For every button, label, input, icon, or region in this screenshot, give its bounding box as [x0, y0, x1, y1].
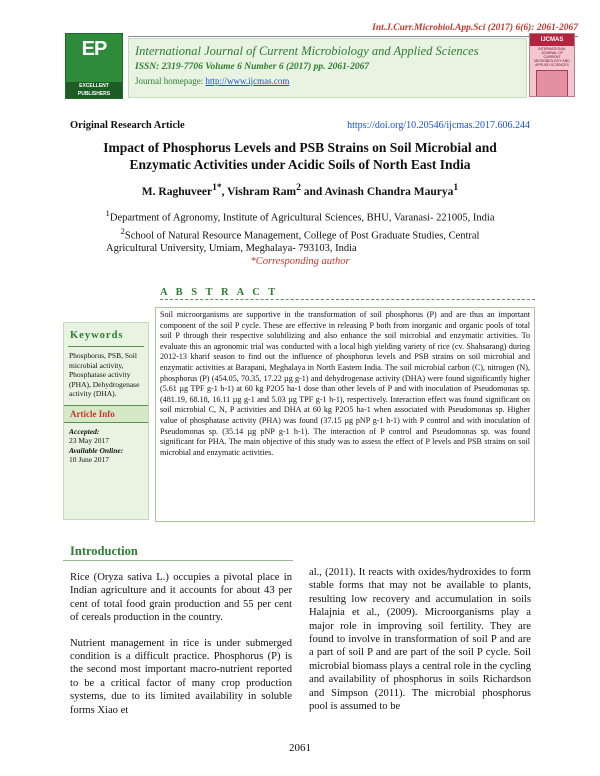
title-line-1: Impact of Phosphorus Levels and PSB Strains on Soil Microbial and — [103, 140, 497, 155]
journal-citation: Int.J.Curr.Microbiol.App.Sci (2017) 6(6): 2061-2067 — [372, 23, 578, 33]
affiliation-1-marker: 1 — [105, 208, 110, 218]
affiliation-1: $^1$Department of Agronomy, Institute of Agricultural Sciences, BHU, Varanasi- 221005, India — [105, 208, 495, 224]
abstract-rule — [160, 299, 535, 300]
cover-title: IJCMAS — [530, 34, 574, 46]
body-column-left — [70, 571, 292, 717]
affiliation-2-continued: Agricultural University, Umiam, Meghalaya- 793103, India — [106, 243, 357, 254]
article-info-heading: Article Info — [64, 405, 148, 423]
title-line-2: Enzymatic Activities under Acidic Soils of North East India — [129, 157, 471, 172]
logo-letters: EP — [81, 38, 107, 60]
journal-name: International Journal of Current Microbiology and Applied Sciences — [135, 44, 479, 58]
cover-figure — [536, 70, 568, 97]
keywords-sidebar — [63, 322, 149, 520]
abstract-text: Soil microorganisms are supportive in the transformation of soil phosphorus (P) and are thus an important component of the soil P cycle. These are effective in releasing P both from inorganic and organic pools of total soil P through their respective solubilizing and also enhance the soil microbial and enzymatic activities. To evaluate this an agronomic trial was conducted with a local high yielding variety of rice (cv. Shahsarang) during 2012-13 kharif season to find out the influence of phosphorus levels and PSB strains on soil microbial and enzymatic activities at Barapani, Meghalaya in North Eastern India. The soil microbial carbon (C), nitrogen (N), phosphorus (P) (454.05, 70.35, 17.22 µg g-1) and dehydrogenase activity (DHA) were found significantly higher (5.61 µg TPF g-1 h-1) at 60 kg P2O5 ha-1 dose than other levels of P and with inoculation of Pseudomonas sp. (481.19, 68.18, 16.11 µg g-1 and 5.03 µg TPF g-1 h-1), respectively. Interaction effect was found significant on soil microbial C, N, P activities and DHA at 60 kg P2O5 ha-1 when associated with Pseudomonas sp. Higher value of phosphatase activity (PHA) was found (37.15 µg pNP g-1 h-1) with P control and with inoculation of Pseudomonas sp. (35.14 µg pNP g-1 h-1). The interaction of P control and Pseudomonas sp. was found significant for PHA. The main objective of this study was to assess the effect of P levels and PSB strains on soil microbial and enzymatic activities. — [160, 310, 530, 457]
abstract-heading: A B S T R A C T — [160, 287, 279, 298]
page-number: 2061 — [289, 742, 311, 754]
available-online-label: Available Online: — [69, 445, 124, 455]
keywords-heading: Keywords — [70, 330, 124, 341]
issn-volume-line: ISSN: 2319-7706 Volume 6 Number 6 (2017) pp. 2061-2067 — [135, 62, 370, 72]
affiliation-2: $^2$School of Natural Resource Management, College of Post Graduate Studies, Central — [120, 225, 480, 241]
accepted-label: Accepted: — [69, 426, 100, 436]
corresponding-author-note: *Corresponding author — [250, 256, 350, 267]
author-list — [60, 182, 540, 198]
intro-paragraph-3: al., (2011). It reacts with oxides/hydroxides to form stable forms that may not be available to plants, resulting low recovery and accumulation in soils Halajnia et al., (2009). Microorganisms play a major role in improving soil fertility. They are found to involve in transformation of soil P and are a part of soil P and are part of the soil P cycle. Soil microbial biomass plays a central role in the cycling and availability of phosphorus in soils Richardson and Simpson (2011). The microbial phosphorus pool is assumed to be — [309, 567, 531, 713]
journal-header-box — [128, 38, 527, 98]
available-online-date: 10 June 2017 — [69, 455, 109, 464]
article-info-dates — [64, 423, 148, 465]
author-2: , Vishram Ram — [221, 185, 297, 198]
abstract-box — [155, 307, 535, 522]
logo-caption-line-1: EXCELLENT — [79, 83, 109, 89]
article-type: Original Research Article — [70, 120, 185, 131]
article-title — [60, 139, 540, 173]
keywords-rule — [68, 346, 144, 347]
affiliations — [75, 207, 525, 268]
body-column-right — [309, 566, 531, 713]
intro-paragraph-1: Rice (Oryza sativa L.) occupies a pivotal place in Indian agriculture and it accounts for about 43 per cent of total food grain production and 55 per cent of cereals production in the country. — [70, 572, 292, 624]
author-3-marker: 1 — [453, 182, 459, 193]
intro-paragraph-2: Nutrient management in rice is under submerged condition is a difficult practice. Phosphorus (P) is the second most important macro-nutrient reported to be a critical factor of many crop production systems, due to its limited availability in soluble forms Xiao et — [70, 637, 292, 716]
introduction-rule — [63, 560, 293, 561]
journal-homepage — [135, 76, 289, 86]
logo-caption — [66, 82, 122, 98]
journal-cover-thumbnail — [529, 33, 575, 97]
introduction-heading: Introduction — [70, 544, 138, 558]
keywords-list: Phosphorus, PSB, Soil microbial activity, Phosphatase activity (PHA), Dehydrogenase activity (DHA). — [69, 351, 140, 398]
doi-link[interactable]: https://doi.org/10.20546/ijcmas.2017.606.244 — [347, 120, 530, 131]
homepage-link[interactable]: http://www.ijcmas.com — [205, 76, 290, 86]
author-1-marker: 1* — [212, 182, 222, 193]
header-rule — [128, 36, 578, 37]
accepted-date: 23 May 2017 — [69, 436, 109, 445]
author-3: and Avinash Chandra Maurya — [300, 185, 454, 198]
publisher-logo — [65, 33, 123, 99]
homepage-label: Journal homepage: — [135, 76, 206, 86]
logo-caption-line-2: PUBLISHERS — [77, 91, 111, 97]
author-2-marker: 2 — [296, 182, 301, 193]
cover-subtitle: INTERNATIONAL JOURNAL OF CURRENT MICROBIOLOGY AND APPLIED SCIENCES — [534, 47, 570, 67]
affiliation-2-marker: 2 — [120, 225, 125, 236]
author-1: M. Raghuveer — [141, 185, 213, 198]
